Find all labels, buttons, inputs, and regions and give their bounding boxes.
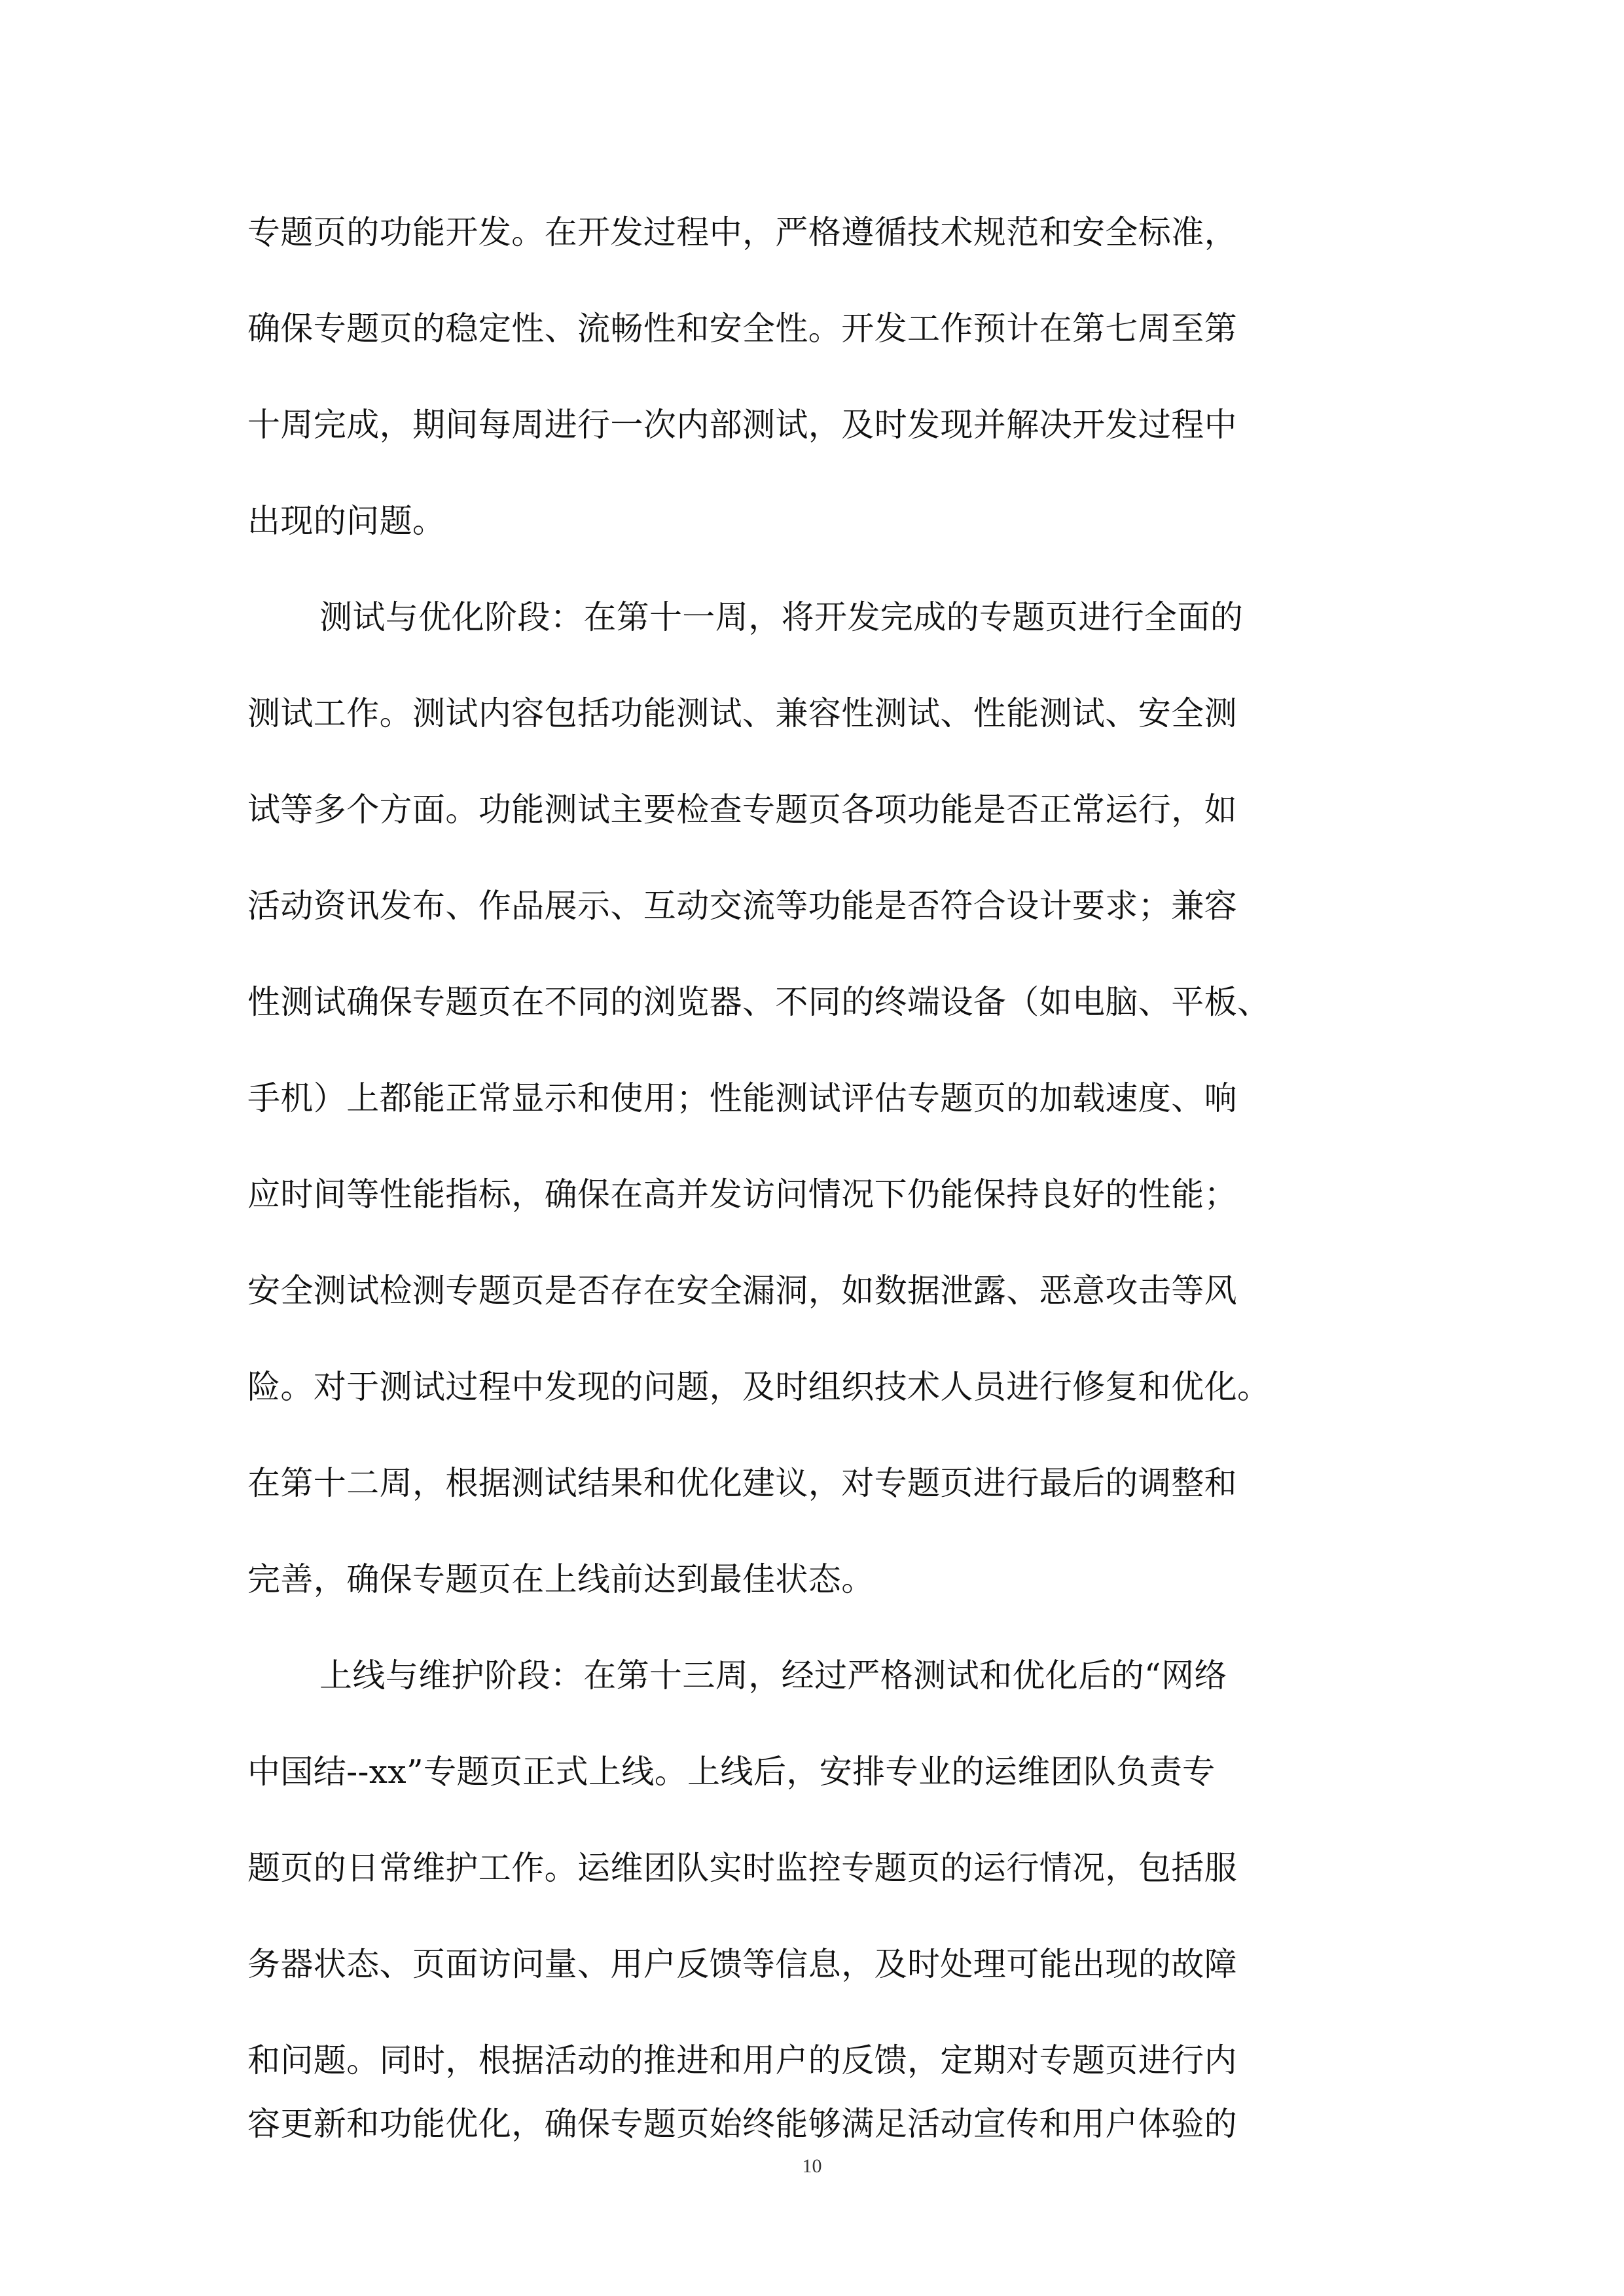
paragraph-2-line-7: 应时间等性能指标，确保在高并发访问情况下仍能保持良好的性能； (247, 1175, 1237, 1213)
paragraph-3-line-1: 上线与维护阶段：在第十三周，经过严格测试和优化后的“网络 (319, 1657, 1227, 1695)
page-number: 10 (802, 2155, 822, 2177)
paragraph-2-line-6: 手机）上都能正常显示和使用；性能测试评估专题页的加载速度、响 (247, 1079, 1237, 1117)
paragraph-3-line-4: 务器状态、页面访问量、用户反馈等信息，及时处理可能出现的故障 (247, 1945, 1237, 1983)
paragraph-2-line-4: 活动资讯发布、作品展示、互动交流等功能是否符合设计要求；兼容 (247, 887, 1237, 925)
paragraph-1-line-3: 十周完成，期间每周进行一次内部测试，及时发现并解决开发过程中 (247, 406, 1237, 444)
paragraph-1-line-1: 专题页的功能开发。在开发过程中，严格遵循技术规范和安全标准， (247, 213, 1237, 251)
paragraph-2-line-1: 测试与优化阶段：在第十一周，将开发完成的专题页进行全面的 (319, 598, 1244, 636)
paragraph-3-line-3: 题页的日常维护工作。运维团队实时监控专题页的运行情况，包括服 (247, 1849, 1237, 1887)
paragraph-2-line-9: 险。对于测试过程中发现的问题，及时组织技术人员进行修复和优化。 (247, 1368, 1271, 1406)
paragraph-1-line-4: 出现的问题。 (247, 502, 446, 540)
paragraph-2-line-8: 安全测试检测专题页是否存在安全漏洞，如数据泄露、恶意攻击等风 (247, 1272, 1237, 1310)
paragraph-2-line-2: 测试工作。测试内容包括功能测试、兼容性测试、性能测试、安全测 (247, 694, 1237, 732)
paragraph-2-line-3: 试等多个方面。功能测试主要检查专题页各项功能是否正常运行，如 (247, 791, 1237, 829)
paragraph-3-line-2: 中国结--xx”专题页正式上线。上线后，安排专业的运维团队负责专 (247, 1753, 1216, 1791)
paragraph-3-line-5: 和问题。同时，根据活动的推进和用户的反馈，定期对专题页进行内 (247, 2041, 1237, 2079)
paragraph-1-line-2: 确保专题页的稳定性、流畅性和安全性。开发工作预计在第七周至第 (247, 310, 1237, 348)
paragraph-3-line-6: 容更新和功能优化，确保专题页始终能够满足活动宣传和用户体验的 (247, 2105, 1237, 2143)
paragraph-2-line-11: 完善，确保专题页在上线前达到最佳状态。 (247, 1560, 875, 1598)
paragraph-2-line-5: 性测试确保专题页在不同的浏览器、不同的终端设备（如电脑、平板、 (247, 983, 1271, 1021)
paragraph-2-line-10: 在第十二周，根据测试结果和优化建议，对专题页进行最后的调整和 (247, 1464, 1237, 1502)
